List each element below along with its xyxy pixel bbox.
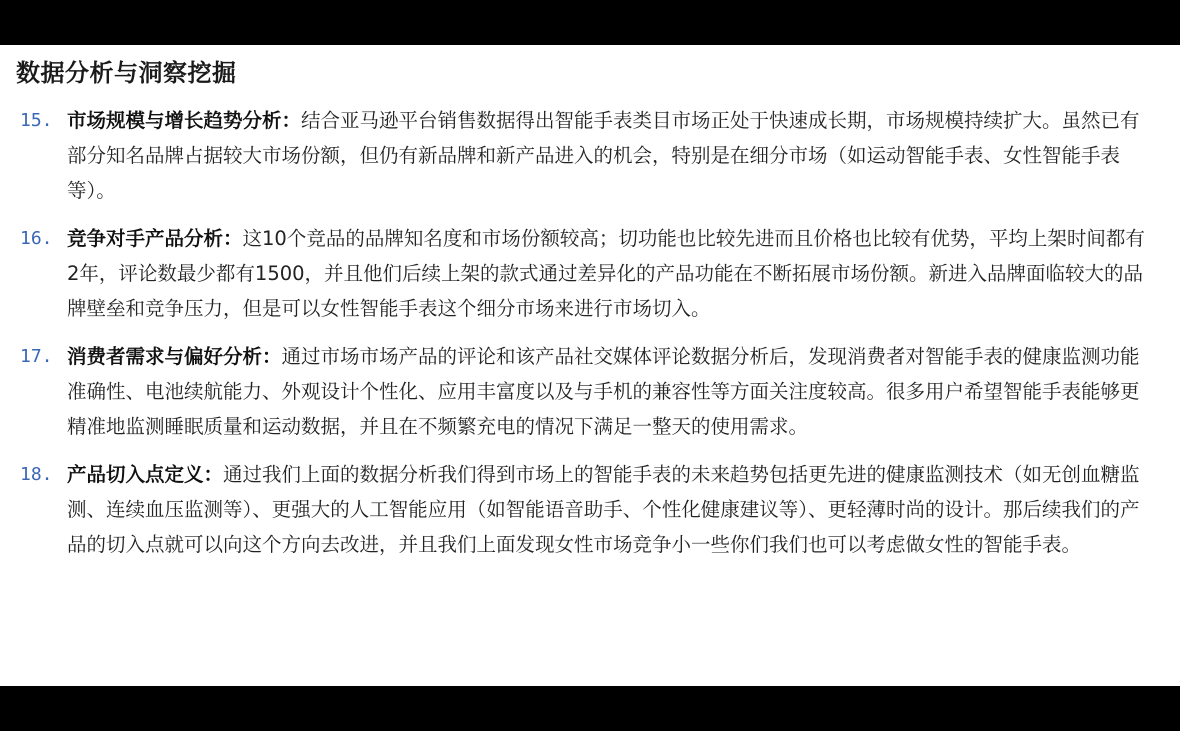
- list-item-number: 18.: [20, 464, 53, 485]
- list-item-body: 这10个竞品的品牌知名度和市场份额较高；切功能也比较先进而且价格也比较有优势，平均上架时间都有2年，评论数最少都有1500，并且他们后续上架的款式通过差异化的产品功能在不断拓展市场份额。新进入品牌面临较大的品牌壁垒和竞争压力，但是可以女性智能手表这个细分市场来进行市场切入。: [67, 227, 1145, 320]
- list-item-number: 16.: [20, 228, 53, 249]
- list-item-title: 市场规模与增长趋势分析：: [67, 109, 302, 132]
- list-item-title: 产品切入点定义：: [67, 463, 224, 486]
- document-content: [0, 45, 1180, 686]
- list-item-body: 通过我们上面的数据分析我们得到市场上的智能手表的未来趋势包括更先进的健康监测技术（如无创血糖监测、连续血压监测等）、更强大的人工智能应用（如智能语音助手、个性化健康建议等）、更轻薄时尚的设计。那后续我们的产品的切入点就可以向这个方向去改进，并且我们上面发现女性市场竞争小一些你们我们也可以考虑做女性的智能手表。: [67, 463, 1140, 556]
- list-item: [0, 339, 1180, 444]
- list-item-body: 结合亚马逊平台销售数据得出智能手表类目市场正处于快速成长期，市场规模持续扩大。虽然已有部分知名品牌占据较大市场份额，但仍有新品牌和新产品进入的机会，特别是在细分市场（如运动智能手表、女性智能手表等）。: [67, 109, 1140, 202]
- list-item: [0, 221, 1180, 326]
- list-item-title: 竞争对手产品分析：: [67, 227, 243, 250]
- list-item-number: 15.: [20, 110, 53, 131]
- section-heading: 数据分析与洞察挖掘: [16, 59, 237, 87]
- list-item-number: 17.: [20, 346, 53, 367]
- list-item: [0, 457, 1180, 562]
- list-item-body: 通过市场市场产品的评论和该产品社交媒体评论数据分析后，发现消费者对智能手表的健康监测功能准确性、电池续航能力、外观设计个性化、应用丰富度以及与手机的兼容性等方面关注度较高。很多用户希望智能手表能够更精准地监测睡眠质量和运动数据，并且在不频繁充电的情况下满足一整天的使用需求。: [67, 345, 1140, 438]
- top-letterbox-bar: [0, 0, 1180, 45]
- list-item-title: 消费者需求与偏好分析：: [67, 345, 282, 368]
- bottom-letterbox-bar: [0, 686, 1180, 731]
- insight-list: [0, 103, 1180, 575]
- list-item: [0, 103, 1180, 208]
